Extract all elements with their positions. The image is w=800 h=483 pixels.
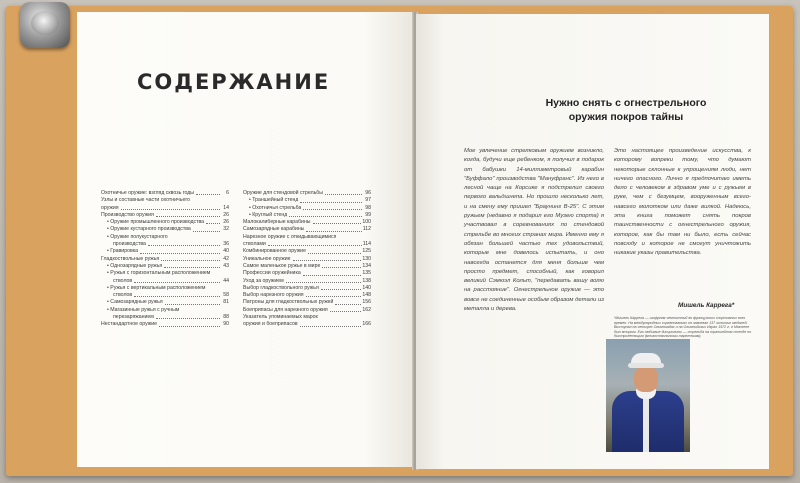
toc-entry-title: стволов [113,277,133,284]
toc-entry [243,321,371,328]
heading-line-1: Нужно снять с огнестрельного [545,97,707,109]
toc-leader-dots [193,231,220,232]
toc-leader-dots [313,223,362,224]
toc-entry [101,219,229,226]
toc-entry [101,314,229,321]
toc-entry-title: оружия и боеприпасов [243,321,298,328]
heading-line-2: оружия покров тайны [568,111,684,123]
toc-entry [243,256,371,263]
toc-page-number: 32 [223,226,229,233]
toc-page-number: 140 [362,284,371,291]
toc-leader-dots [140,253,220,254]
author-footnote: *Мишель Каррега — шофрная чемпионный во французских спортивных всех времен. На международных соревнованиях он завоевал 137 золотых медалей. Выступал на четырех Олимпиадах и на Олимпийских Играх 1972 г. в Мюнхене был вторым. Его любимые дисциплины — стрельба на траншейном стенде по быстролетящим (многоствольными тарелочкам). [614,316,752,339]
toc-entry-title: • Гравировка [107,248,138,255]
toc-entry-title: Профессии оружейника [243,270,301,277]
toc-leader-dots [322,267,361,268]
toc-page-number: 42 [223,255,229,262]
toc-entry-title: Нарезное оружие с откидывающимися [243,233,337,240]
toc-entry [243,234,371,241]
contents-title: СОДЕРЖАНИЕ [137,70,331,94]
toc-entry-title: Боеприпасы для нарезного оружия [243,306,328,313]
paperweight [20,2,70,48]
toc-entry [243,278,371,285]
toc-entry [101,285,229,292]
toc-entry [243,270,371,277]
toc-leader-dots [164,267,220,268]
preface-column-left: Мое увлечение стрелковым оружием возникло, когда, будучи еще ребенком, я получил в подарок от бабушки 14-миллиметровый карабин "Буффало" производства "Мануфранс". Из него в лесной чаще на Корсике я подстрелил своего первого вальдшнепа. Но прошло несколько лет, и на смену ему пришел "Браунинг В-25". С этим ружьем (недавно я подарил его Музею спорта) я участвовал в соревнованиях по стендовой стрельбе во многих странах мира. Именно ему я обязан большей частью тех удовольствий, которые мне довелось испытать, и оно навсегда останется для меня больше чем просто предмет, способный, как говорил великий Сэмюэл Кольт, "передавать вашу волю на расстояние". Огнестрельное оружие — это вовсе не соединенные особым образом детали из металла и дерева. [464,148,604,313]
toc-page-number: 14 [223,204,229,211]
toc-entry [101,321,229,328]
toc-entry [101,263,229,270]
toc-entry [101,205,229,212]
toc-entry-title: • Оружие промышленного производства [107,219,204,226]
toc-leader-dots [148,245,220,246]
toc-page-number: 97 [365,197,371,204]
toc-page-number: 40 [223,248,229,255]
toc-leader-dots [134,282,220,283]
toc-page-number: 148 [362,292,371,299]
toc-entry-title: • Ружья с горизонтальным расположением [107,270,210,277]
toc-entry [243,285,371,292]
toc-entry-title: • Оружие полукустарного [107,234,168,241]
toc-leader-dots [121,209,220,210]
toc-entry-title: • Самозарядные ружья [107,299,163,306]
toc-entry-title: перезаряжанием [113,314,154,321]
toc-leader-dots [308,253,361,254]
toc-leader-dots [196,194,220,195]
toc-entry-title: • Охотничья стрельба [249,205,301,212]
toc-entry-title: • Ружья с вертикальным расположением [107,285,206,292]
toc-leader-dots [161,260,220,261]
toc-entry-title: Нестандартное оружие [101,321,158,328]
toc-entry-title: Производство оружия [101,211,154,218]
toc-leader-dots [156,216,220,217]
toc-page-number: 90 [223,321,229,328]
author-signature: Мишель Каррега* [678,302,735,309]
toc-entry-title: стволов [113,292,133,299]
toc-leader-dots [300,326,362,327]
toc-entry [243,241,371,248]
toc-leader-dots [206,223,220,224]
toc-entry-title: • Оружие кустарного производства [107,226,191,233]
toc-entry [243,226,371,233]
toc-leader-dots [289,216,362,217]
toc-entry [101,307,229,314]
toc-entry-title: Оружие для стендовой стрельбы [243,190,324,196]
toc-page-number: 166 [362,321,371,328]
toc-leader-dots [303,209,362,210]
toc-entry [101,256,229,263]
toc-entry [243,314,371,321]
toc-leader-dots [286,282,362,283]
toc-page-number: 26 [223,211,229,218]
toc-leader-dots [156,318,220,319]
toc-entry [243,197,371,204]
toc-entry-title: Охотничье оружие: взгляд сквозь годы [101,190,195,196]
toc-entry-title: Гладкоствольные ружья [101,255,160,262]
toc-entry-title: производства [113,241,146,248]
preface-column-right: Это настоящее произведение искусства, к которому вопреки тому, что думают некоторые склонные к упрощениям люди, нет ничего опасного. Лично я предпочитаю иметь дело с человеком в здравом уме и с ружьем в руке, чем с безумцем, вооруженным всего-навсего молотком или даже вилкой. Надеюсь, эта книга поможет снять покров таинственности с огнестрельного оружия, которое, как бы там ни было, есть сейчас повсюду и которое не смогут уничтожить никакие указы правительства. [614,148,751,257]
toc-page-number: 26 [223,219,229,226]
toc-entry-title: Выбор нарезного оружия [243,292,304,299]
toc-entry [243,299,371,306]
toc-entry-title: оружия [101,204,119,211]
toc-entry-title: Малокалиберные карабины [243,219,311,226]
toc-entry [101,190,229,197]
toc-entry-title: • Магазинные ружья с ручным [107,307,179,314]
toc-entry-title: Узлы и составные части охотничьего [101,197,190,204]
toc-entry [101,234,229,241]
photo-face [634,366,658,392]
toc-entry [243,248,371,255]
toc-leader-dots [165,304,220,305]
toc-page-number: 81 [223,299,229,306]
toc-page-number: 88 [223,314,229,321]
toc-page-number: 135 [362,270,371,277]
toc-entry [101,197,229,204]
toc-column-right [243,190,371,329]
toc-entry [243,190,371,197]
toc-page-number: 138 [362,277,371,284]
toc-entry-title: • Траншейный стенд [249,197,298,204]
toc-leader-dots [335,304,361,305]
toc-page-number: 43 [223,262,229,269]
toc-page-number: 162 [362,306,371,313]
toc-entry-title: Самое маленькое ружье в мире [243,262,321,269]
toc-entry-title: • Круглый стенд [249,212,287,219]
toc-leader-dots [325,194,362,195]
toc-page-number: 134 [362,262,371,269]
toc-entry-title: Выбор гладкоствольного ружья [243,284,319,291]
toc-entry-title: Самозарядные карабины [243,226,305,233]
author-photo [606,339,690,452]
preface-heading [516,96,736,124]
toc-page-number: 100 [362,219,371,226]
toc-entry-title: • Однозарядные ружья [107,263,162,270]
toc-leader-dots [134,296,220,297]
toc-page-number: 58 [223,292,229,299]
toc-entry [101,248,229,255]
toc-page-number: 6 [226,190,229,196]
toc-entry-title: стволами [243,241,266,248]
toc-entry [243,219,371,226]
toc-entry [101,299,229,306]
toc-entry-title: Комбинированное оружие [243,248,306,255]
toc-entry-title: Патроны для гладкоствольных ружей [243,299,334,306]
toc-leader-dots [306,231,361,232]
photo-hat-brim [628,363,664,368]
toc-leader-dots [330,311,362,312]
toc-entry [101,278,229,285]
toc-entry-title: Уход за оружием [243,277,284,284]
toc-entry [101,292,229,299]
toc-page-number: 130 [362,255,371,262]
toc-entry-title: Указатель упоминаемых марок [243,314,318,321]
toc-leader-dots [268,245,362,246]
toc-column-left [101,190,229,329]
toc-page-number: 36 [223,241,229,248]
left-page [77,12,415,467]
paperweight-cap [31,11,59,35]
toc-entry [243,212,371,219]
toc-page-number: 125 [362,248,371,255]
toc-page-number: 114 [362,241,371,248]
toc-page-number: 98 [365,204,371,211]
toc-entry [243,292,371,299]
toc-leader-dots [303,275,362,276]
toc-leader-dots [306,296,362,297]
toc-entry [101,270,229,277]
toc-leader-dots [321,289,362,290]
toc-page-number: 44 [223,277,229,284]
photo-stripe [643,393,649,452]
toc-entry [243,205,371,212]
toc-entry [243,263,371,270]
toc-entry-title: Уникальное оружие [243,255,291,262]
toc-page-number: 99 [365,211,371,218]
toc-entry [101,226,229,233]
toc-entry [101,241,229,248]
toc-leader-dots [293,260,362,261]
toc-entry [243,307,371,314]
right-page [416,14,769,469]
toc-page-number: 112 [362,226,371,233]
toc-page-number: 96 [365,190,371,196]
toc-page-number: 156 [362,299,371,306]
toc-leader-dots [300,202,362,203]
toc-entry [101,212,229,219]
toc-leader-dots [159,326,220,327]
